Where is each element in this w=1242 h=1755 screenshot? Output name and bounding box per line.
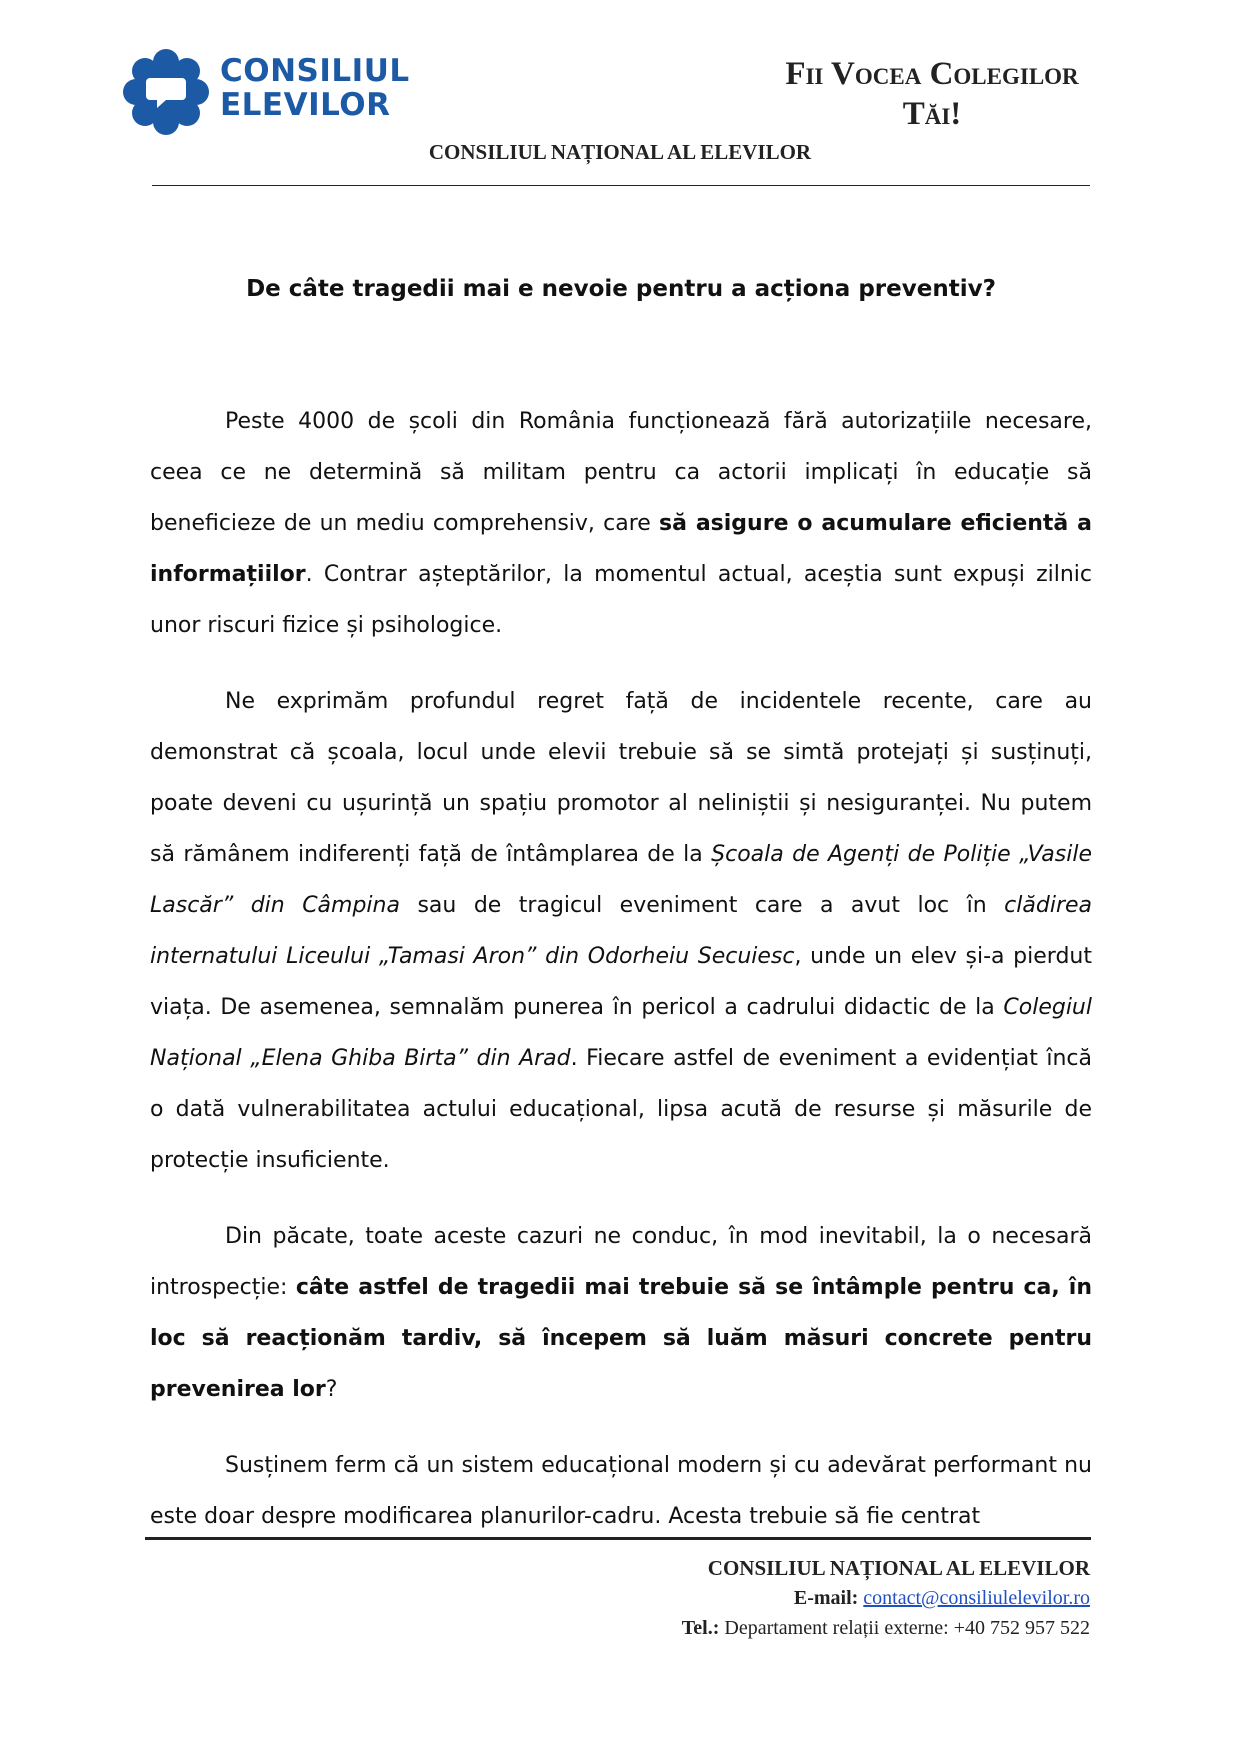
p1-text-a: Peste 4000 de școli din România funcționează fără autorizațiile necesare, ceea ce ne determină să militam pentru ca actorii implicați în educație să beneficieze de un mediu comprehensiv, care: [150, 409, 1092, 536]
speech-bubble-flower-icon: [122, 48, 210, 136]
email-label: E-mail:: [793, 1587, 859, 1609]
p2-text-e: , unde un elev și-a pierdut viața. De asemenea, semnalăm punerea în pericol a cadrului didactic de la: [150, 944, 1092, 1020]
logo-line-1: CONSILIUL: [220, 53, 410, 89]
slogan-line-1: Fii Vocea Colegilor: [785, 56, 1079, 92]
header-org-name: CONSILIUL NAȚIONAL AL ELEVILOR: [428, 140, 812, 164]
footer-tel-line: [682, 1613, 1090, 1643]
logo-text: [220, 54, 410, 122]
paragraph-3: [150, 1211, 1092, 1415]
footer-org-name: CONSILIUL NAȚIONAL AL ELEVILOR: [707, 1556, 1090, 1580]
article-title: De câte tragedii mai e nevoie pentru a acționa preventiv?: [246, 276, 996, 302]
p1-text-c: . Contrar așteptărilor, la momentul actual, aceștia sunt expuși zilnic unor riscuri fizice și psihologice.: [150, 562, 1092, 638]
p2-text-c: sau de tragicul eveniment care a avut loc în: [399, 893, 1005, 918]
article-body: [150, 396, 1092, 1567]
tel-text: Departament relații externe: +40 752 957 522: [724, 1617, 1090, 1639]
header-divider: [152, 185, 1090, 186]
footer-email-line: [682, 1583, 1090, 1613]
p3-text-c: ?: [325, 1377, 338, 1402]
p2-italic-campina: Școala de Agenți de Poliție „Vasile Lascăr” din Câmpina: [150, 842, 1092, 918]
paragraph-1: [150, 396, 1092, 651]
p2-text-a: Ne exprimăm profundul regret față de incidentele recente, care au demonstrat că școala, locul unde elevii trebuie să se simtă protejați și susținuți, poate deveni cu ușurință un spațiu promotor al neliniștii și nesiguranței. Nu putem să rămânem indiferenți față de întâmplarea de la: [150, 689, 1092, 867]
slogan: [722, 54, 1142, 134]
paragraph-2: [150, 676, 1092, 1186]
slogan-line-2: Tăi!: [902, 96, 962, 132]
email-link[interactable]: contact@consiliulelevilor.ro: [863, 1587, 1090, 1609]
footer-divider: [145, 1537, 1091, 1540]
footer: [682, 1553, 1090, 1643]
consiliul-elevilor-logo: [122, 48, 412, 138]
p2-italic-odorheiu: clădirea internatului Liceului „Tamasi Aron” din Odorheiu Secuiesc: [150, 893, 1092, 969]
p1-bold: să asigure o acumulare eficientă a informațiilor: [150, 511, 1092, 587]
p2-italic-arad: Colegiul Național „Elena Ghiba Birta” din Arad: [150, 995, 1092, 1071]
p3-text-a: Din păcate, toate aceste cazuri ne conduc, în mod inevitabil, la o necesară introspecție:: [150, 1224, 1092, 1300]
p3-bold: câte astfel de tragedii mai trebuie să se întâmple pentru ca, în loc să reacționăm tardiv, să începem să luăm măsuri concrete pentru prevenirea lor: [150, 1275, 1092, 1402]
p2-text-g: . Fiecare astfel de eveniment a evidențiat încă o dată vulnerabilitatea actului educațional, lipsa acută de resurse și măsurile de protecție insuficiente.: [150, 1046, 1092, 1173]
paragraph-4: Susținem ferm că un sistem educațional modern și cu adevărat performant nu este doar despre modificarea planurilor-cadru. Acesta trebuie să fie centrat: [150, 1453, 1092, 1529]
tel-label: Tel.:: [681, 1617, 720, 1639]
logo-line-2: ELEVILOR: [220, 87, 391, 123]
